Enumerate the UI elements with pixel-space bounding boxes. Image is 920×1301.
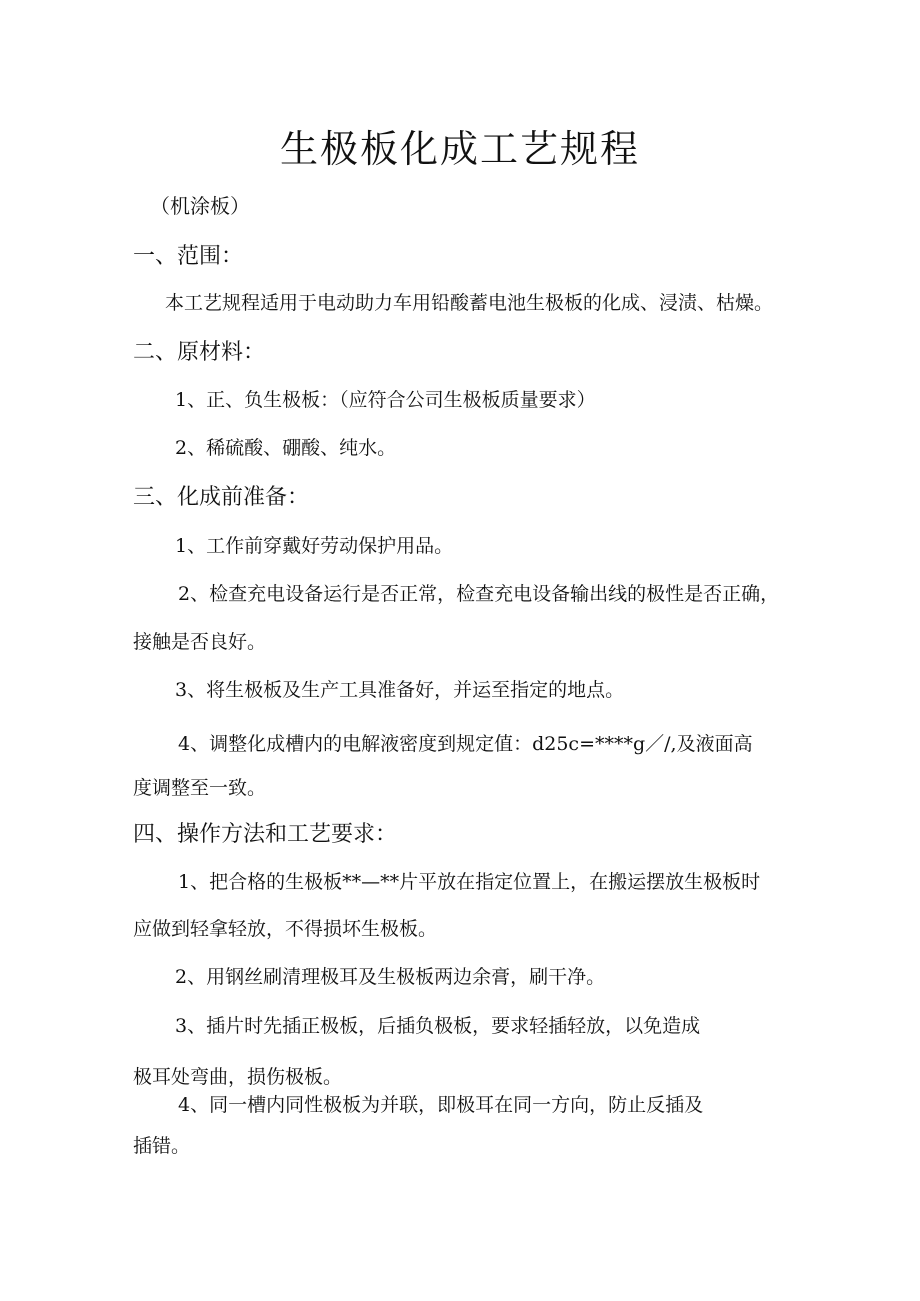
preparation-item-4-continued: 度调整至一致。: [133, 777, 267, 799]
materials-item-1: 1、正、负生极板：（应符合公司生极板质量要求）: [175, 389, 596, 411]
operation-item-1: 1、把合格的生极板**—**片平放在指定位置上，在搬运摆放生极板时: [178, 871, 761, 893]
section-heading-operation: 四、操作方法和工艺要求：: [133, 822, 398, 847]
preparation-item-2: 2、检查充电设备运行是否正常，检查充电设备输出线的极性是否正确，: [178, 583, 780, 605]
preparation-item-3: 3、将生极板及生产工具准备好，并运至指定的地点。: [175, 679, 625, 701]
preparation-item-1: 1、工作前穿戴好劳动保护用品。: [175, 535, 454, 557]
document-title: 生极板化成工艺规程: [279, 127, 640, 171]
preparation-item-2-continued: 接触是否良好。: [133, 631, 267, 653]
operation-item-2: 2、用钢丝刷清理极耳及生极板两边余膏，刷干净。: [175, 966, 606, 988]
section-heading-scope: 一、范围：: [133, 244, 244, 269]
operation-item-4: 4、同一槽内同性极板为并联，即极耳在同一方向，防止反插及: [178, 1094, 704, 1116]
preparation-item-4: 4、调整化成槽内的电解液密度到规定值：d25c=****g／/,及液面高: [178, 733, 753, 755]
operation-item-4-continued: 插错。: [133, 1135, 191, 1157]
scope-paragraph: 本工艺规程适用于电动助力车用铅酸蓄电池生极板的化成、浸渍、枯燥。: [165, 292, 774, 314]
section-heading-materials: 二、原材料：: [133, 340, 266, 365]
operation-item-1-continued: 应做到轻拿轻放，不得损坏生极板。: [133, 918, 438, 940]
materials-item-2: 2、稀硫酸、硼酸、纯水。: [175, 437, 397, 459]
document-subtitle: （机涂板）: [150, 194, 250, 218]
section-heading-preparation: 三、化成前准备：: [133, 485, 310, 510]
operation-item-3: 3、插片时先插正极板，后插负极板，要求轻插轻放，以免造成: [175, 1015, 701, 1037]
operation-item-3-continued: 极耳处弯曲，损伤极板。: [133, 1066, 343, 1088]
